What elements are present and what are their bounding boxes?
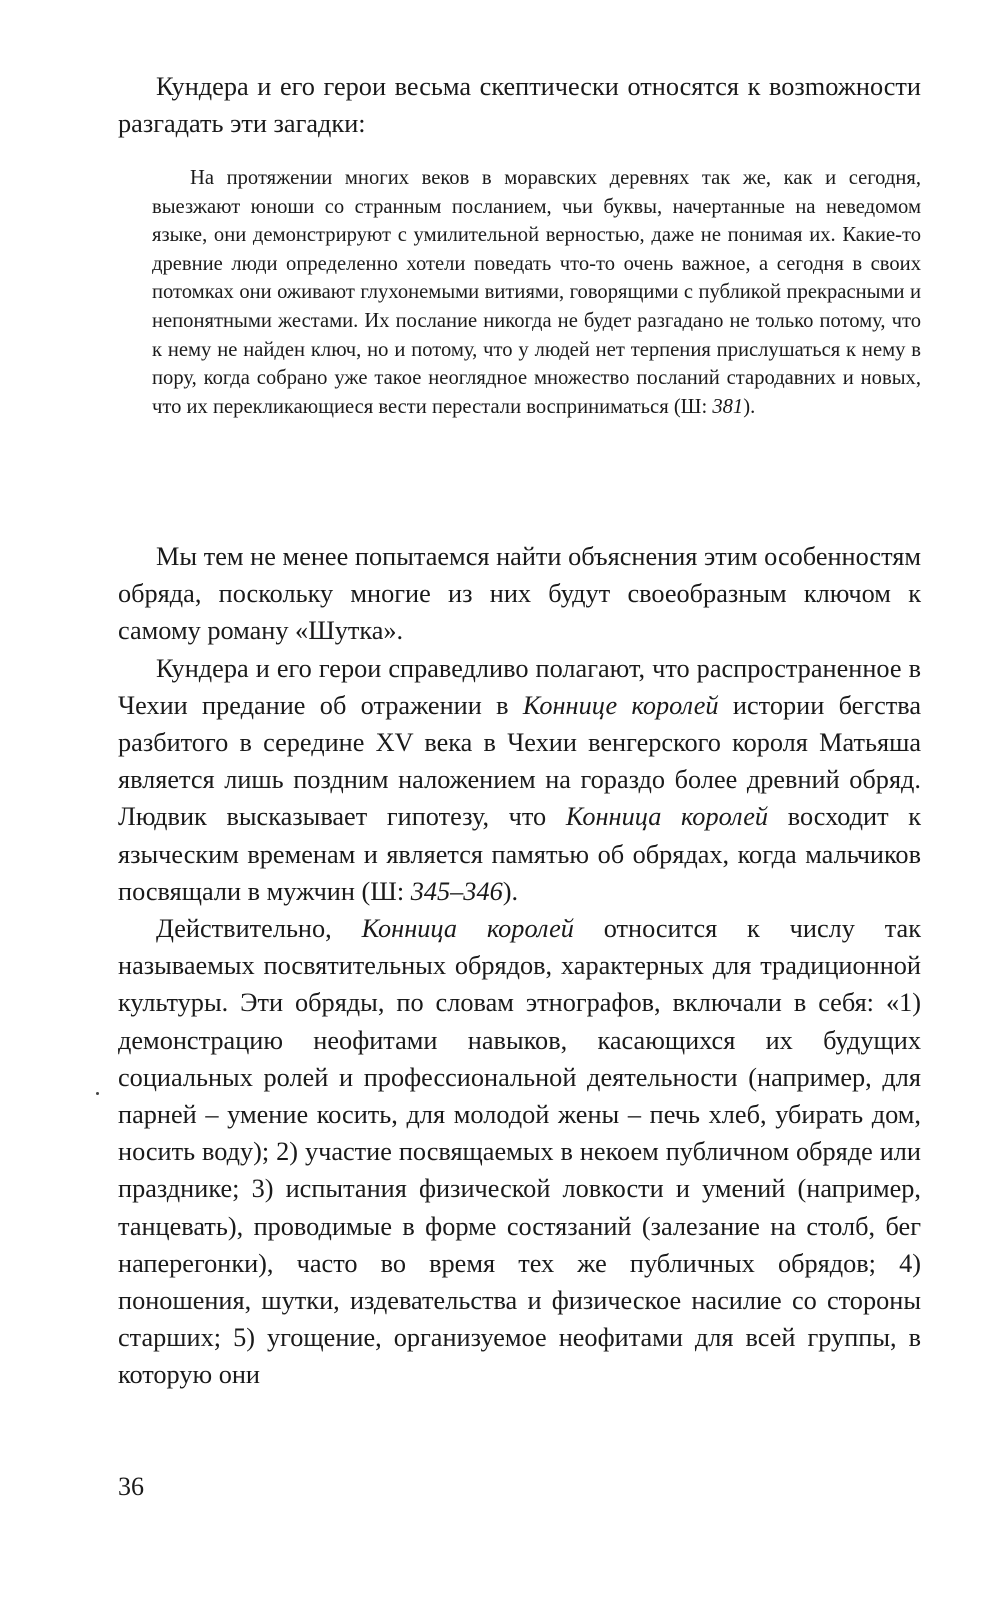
quote-text-end: ). (743, 395, 756, 418)
p2-title-1: Коннице королей (522, 690, 719, 720)
p2-text-2: истории бегства разбитого в середине XV века в Чехии венгерского короля Матьяша является лишь поздним наложением на гораздо более древний обряд. Людвик высказывает гипотезу, что (118, 690, 921, 832)
body-text (118, 538, 921, 1394)
p2-title-2: Конница королей (565, 802, 769, 832)
quote-page-ref: 381 (712, 395, 744, 418)
scan-speck (96, 1092, 99, 1095)
p3-title-1: Конница королей (361, 914, 574, 944)
block-quote (152, 164, 921, 421)
quote-text: На протяжении многих веков в моравских деревнях так же, как и сегодня, выезжают юноши со странным посланием, чьи буквы, начертанные на неведомом языке, они демонстрируют с умилительной верностью, даже не понимая их. Какие-то древние люди определенно хотели поведать что-то очень важное, а сегодня в своих потомках они оживают глухонемыми витиями, говорящими с публикой прекрасными и непонятными жестами. Их послание никогда не будет разгадано не только потому, что к нему не найден ключ, но и потому, что у людей нет терпения прислушаться к нему в пору, когда собрано уже такое неоглядное множество посланий стародавних и новых, что их перекликающиеся вести перестали восприниматься (Ш: (152, 167, 921, 418)
p2-page-ref: 345–346 (410, 876, 503, 906)
paragraph-2 (118, 650, 921, 910)
p3-text-2: относится к числу так называемых посвятительных обрядов, характерных для традиционной культуры. Эти обряды, по словам этнографов, включали в себя: «1) демонстрацию неофитами навыков, касающихся их будущих социальных ролей и профессиональной деятельности (например, для парней – умение косить, для молодой жены – печь хлеб, убирать дом, носить воду); 2) участие посвящаемых в некоем публичном обряде или празднике; 3) испытания физической ловкости и умений (например, танцевать), проводимые в форме состязаний (залезание на столб, бег наперегонки), часто во время тех же публичных обрядов; 4) поношения, шутки, издевательства и физическое насилие со стороны старших; 5) угощение, организуемое неофитами для всей группы, в которую они (118, 914, 921, 1390)
lead-block (118, 68, 921, 142)
p3-text-1: Действительно, (156, 914, 362, 944)
p2-text-3: восходит к языческим временам и является памятью об обрядах, когда мальчиков посвящали в мужчин (Ш: (118, 802, 921, 906)
paragraph-3 (118, 910, 921, 1394)
lead-paragraph: Кундера и его герои весьма скептически относятся к возmожности разгадать эти загадки: (118, 72, 921, 139)
p2-text-4: ). (502, 876, 519, 906)
paragraph-1: Мы тем не менее попытаемся найти объяснения этим особенностям обряда, поскольку многие из них будут своеобразным ключом к самому роману «Шутка». (118, 542, 921, 646)
p2-text-1: Кундера и его герои справедливо полагают, что распространенное в Чехии предание об отражении в (118, 653, 921, 720)
page-number: 36 (118, 1472, 144, 1501)
